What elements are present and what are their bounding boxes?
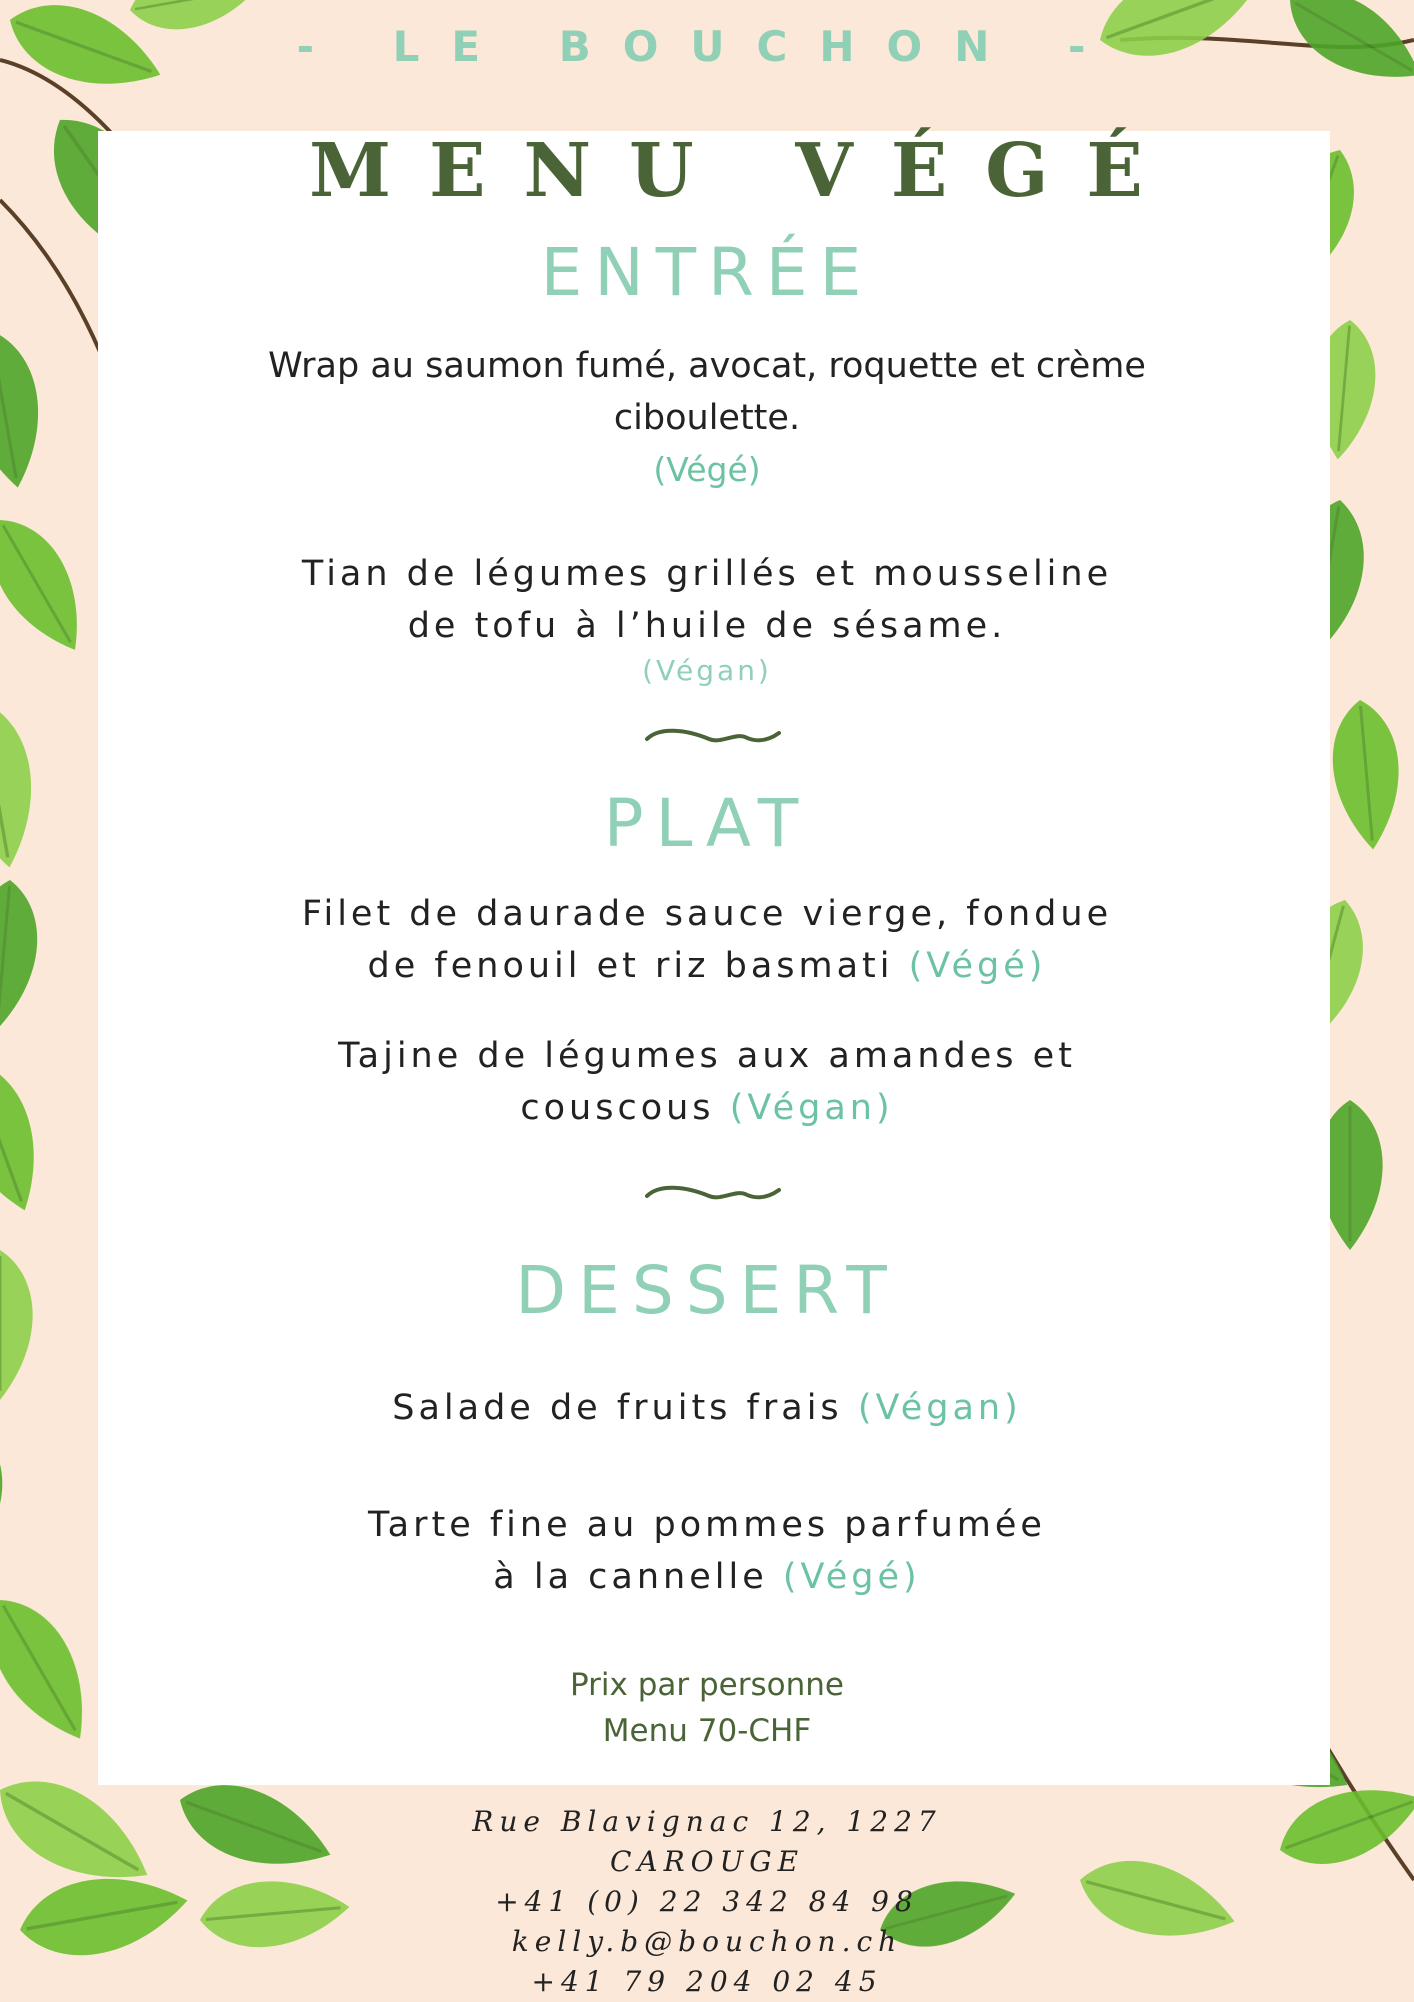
dessert-item-1-line1: Salade de fruits frais bbox=[392, 1388, 843, 1428]
email-address: kelly.b@bouchon.ch bbox=[511, 1925, 903, 1958]
entree-item-1-line2: ciboulette. bbox=[613, 398, 801, 438]
swirl-divider-2 bbox=[645, 1182, 781, 1206]
entree-item-2 bbox=[0, 548, 1414, 652]
entree-item-1-tag: (Végé) bbox=[653, 450, 761, 489]
entree-item-2-line1: Tian de légumes grillés et mousseline bbox=[301, 554, 1113, 594]
plat-item-1-line1: Filet de daurade sauce vierge, fondue bbox=[301, 894, 1113, 934]
address-line-1: Rue Blavignac 12, 1227 bbox=[472, 1805, 942, 1838]
plat-item-2-tag: (Végan) bbox=[729, 1088, 894, 1128]
dessert-item-1 bbox=[0, 1382, 1414, 1434]
menu-title: MENU VÉGÉ bbox=[309, 128, 1181, 214]
entree-item-2-line2: de tofu à l’huile de sésame. bbox=[407, 606, 1007, 646]
plat-item-2 bbox=[0, 1030, 1414, 1134]
dessert-item-2-line2: à la cannelle bbox=[493, 1557, 768, 1597]
plat-item-1-tag: (Végé) bbox=[908, 946, 1047, 986]
section-heading-plat: PLAT bbox=[603, 785, 811, 862]
entree-item-1-line1: Wrap au saumon fumé, avocat, roquette et crème bbox=[268, 346, 1146, 386]
entree-item-2-tag: (Végan) bbox=[642, 654, 772, 687]
entree-item-1 bbox=[0, 340, 1414, 496]
mobile-number: +41 79 204 02 45 bbox=[531, 1965, 883, 1998]
swirl-divider-1 bbox=[645, 725, 781, 749]
address-line-2: CAROUGE bbox=[609, 1845, 805, 1878]
plat-item-1 bbox=[0, 888, 1414, 992]
plat-item-2-line1: Tajine de légumes aux amandes et bbox=[338, 1036, 1076, 1076]
phone-number: +41 (0) 22 342 84 98 bbox=[495, 1885, 919, 1918]
price-label: Prix par personne bbox=[570, 1667, 844, 1703]
price-block bbox=[0, 1662, 1414, 1754]
restaurant-brand: - LE BOUCHON - bbox=[296, 22, 1118, 71]
dessert-item-1-tag: (Végan) bbox=[857, 1388, 1022, 1428]
plat-item-1-line2: de fenouil et riz basmati bbox=[367, 946, 894, 986]
plat-item-2-line2: couscous bbox=[520, 1088, 715, 1128]
section-heading-entree: ENTRÉE bbox=[540, 234, 874, 311]
dessert-item-2-line1: Tarte fine au pommes parfumée bbox=[368, 1505, 1046, 1545]
section-heading-dessert: DESSERT bbox=[515, 1252, 899, 1329]
dessert-item-2-tag: (Végé) bbox=[782, 1557, 921, 1597]
contact-block bbox=[0, 1802, 1414, 2002]
price-value: Menu 70-CHF bbox=[602, 1713, 812, 1749]
dessert-item-2 bbox=[0, 1499, 1414, 1603]
